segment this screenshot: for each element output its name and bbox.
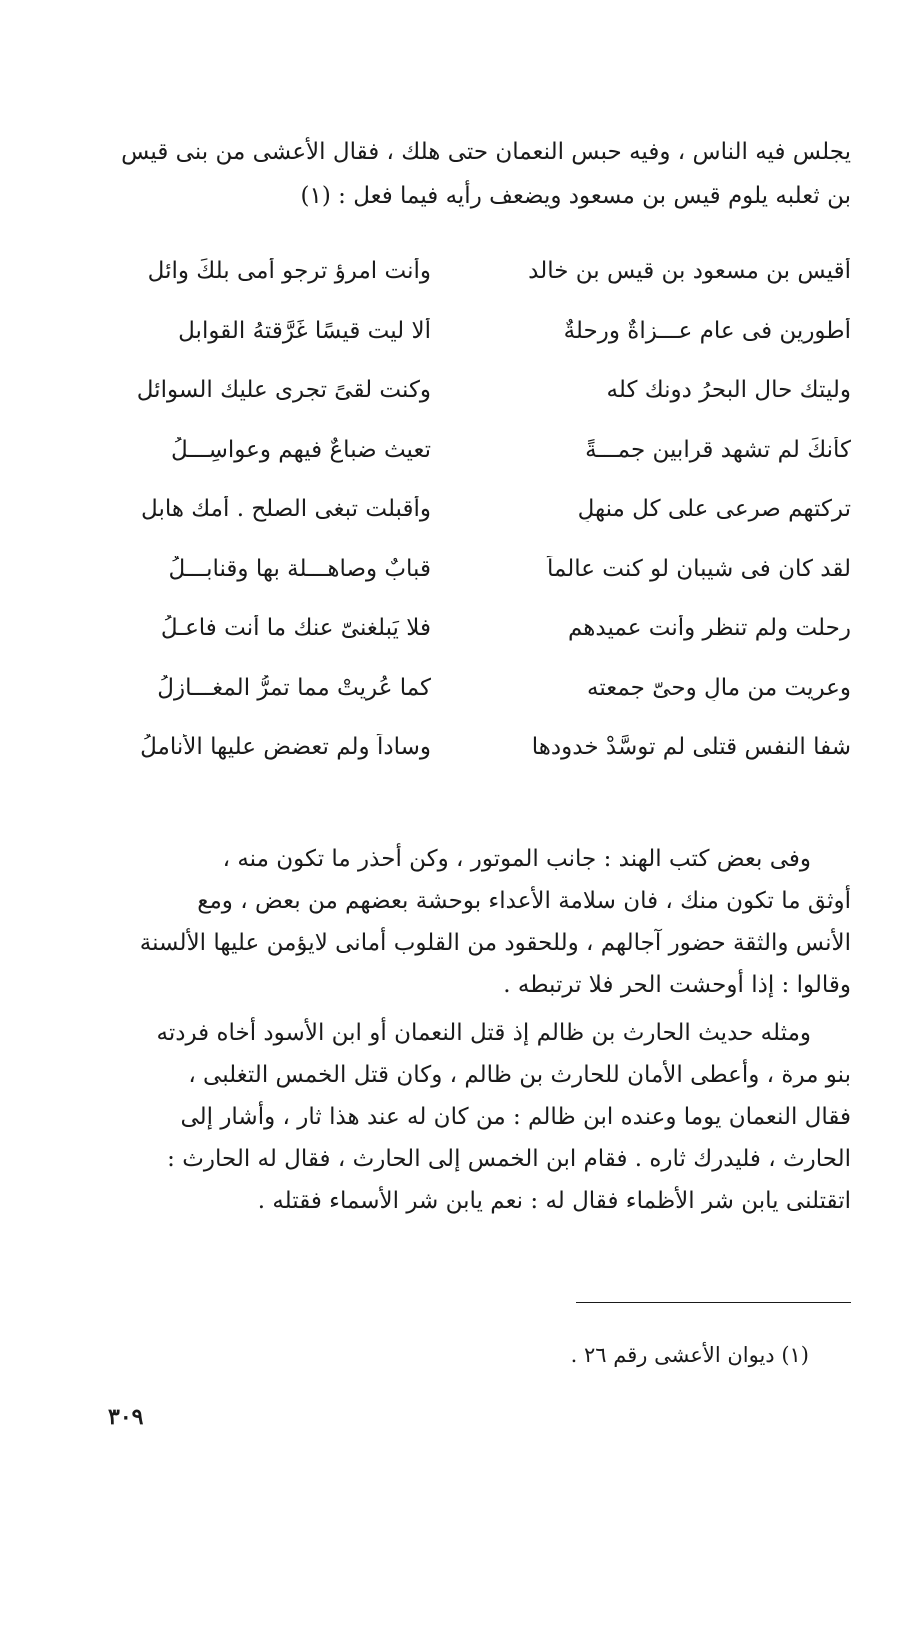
verse-second-half: قبابٌ وصاهـــلة بها وقنابـــلُ — [168, 555, 431, 582]
poem-verse — [61, 258, 851, 318]
verse-first-half: شفا النفس قتلى لم توسَّدْ خدودها — [531, 734, 851, 760]
poem-verse — [61, 556, 851, 616]
intro-text — [61, 130, 851, 218]
verse-first-half: وعريت من مالٍ وحىّ جمعته — [587, 674, 851, 701]
verse-second-half: وكنت لقىً تجرى عليك السوائل — [136, 377, 431, 403]
paragraph-line: اتقتلنى يابن شر الأظماء فقال له : نعم يابن شر الأسماء فقتله . — [257, 1188, 851, 1214]
verse-second-half: ألا ليت قيسًا غَرَّقتهُ القوابل — [178, 317, 431, 344]
verse-first-half: وليتك حال البحرُ دونك كله — [606, 377, 851, 403]
verse-second-half: تعيث ضباعٌ فيهم وعواسِـــلُ — [170, 436, 431, 463]
paragraph-line-text: وفى بعض كتب الهند : جانب الموتور ، وكن أحذر ما تكون منه ، — [222, 846, 811, 872]
poem-verse — [61, 437, 851, 497]
paragraph-hind — [61, 838, 851, 1006]
verse-second-half: وساداً ولم تعضض عليها الأناملُ — [140, 734, 431, 760]
poem-verse — [61, 496, 851, 556]
poem-verse — [61, 734, 851, 794]
verse-second-half: فلا يَبلغنىّ عنك ما أنت فاعـلُ — [160, 615, 431, 641]
poem-verse — [61, 615, 851, 675]
poem — [61, 258, 851, 794]
page-number: ٣٠٩ — [108, 1404, 144, 1430]
paragraph-line: أوثق ما تكون منك ، فان سلامة الأعداء بوحشة بعضهم من بعض ، ومع — [197, 888, 851, 914]
paragraph-line: فقال النعمان يوما وعنده ابن ظالم : من كان له عند هذا ثار ، وأشار إلى — [180, 1104, 851, 1130]
verse-second-half: كما عُريتْ مما تمرُّ المغـــازلُ — [157, 674, 431, 701]
poem-verse — [61, 675, 851, 735]
verse-second-half: وأقبلت تبغى الصلح . أمك هابل — [141, 496, 431, 522]
verse-first-half: أطورين فى عام عـــزاةٌ ورحلةٌ — [563, 317, 851, 344]
paragraph-harith — [61, 1012, 851, 1222]
paragraph-line: وقالوا : إذا أوحشت الحر فلا ترتبطه . — [503, 972, 851, 998]
intro-line: يجلس فيه الناس ، وفيه حبس النعمان حتى هلك ، فقال الأعشى من بنى قيس — [121, 139, 851, 165]
paragraph-line — [61, 1012, 851, 1054]
paragraph-line: الحارث ، فليدرك ثاره . فقام ابن الخمس إلى الحارث ، فقال له الحارث : — [167, 1146, 851, 1172]
paragraph-line: بنو مرة ، وأعطى الأمان للحارث بن ظالم ، وكان قتل الخمس التغلبى ، — [188, 1062, 851, 1088]
verse-first-half: أقيس بن مسعود بن قيس بن خالد — [528, 258, 851, 284]
verse-first-half: لقد كان فى شيبان لو كنت عالماً — [546, 555, 851, 582]
poem-verse — [61, 318, 851, 378]
footnote-divider — [576, 1302, 851, 1303]
footnote: (١) ديوان الأعشى رقم ٢٦ . — [570, 1343, 809, 1367]
verse-first-half: كأنكَ لم تشهد قرابين جمـــةً — [585, 436, 851, 463]
paragraph-line: الأنس والثقة حضور آجالهم ، وللحقود من القلوب أمانى لايؤمن عليها الألسنة — [139, 930, 851, 956]
verse-first-half: رحلت ولم تنظر وأنت عميدهم — [567, 615, 851, 641]
poem-verse — [61, 377, 851, 437]
verse-first-half: تركتهم صرعى على كل منهلٍ — [577, 496, 851, 522]
paragraph-line — [61, 838, 851, 880]
intro-line: بن ثعلبه يلوم قيس بن مسعود ويضعف رأيه فيما فعل : (١) — [300, 183, 851, 209]
paragraph-line-text: ومثله حديث الحارث بن ظالم إذ قتل النعمان أو ابن الأسود أخاه فردته — [156, 1020, 811, 1046]
verse-second-half: وأنت امرؤ ترجو أمى بلكَ وائل — [147, 258, 431, 284]
